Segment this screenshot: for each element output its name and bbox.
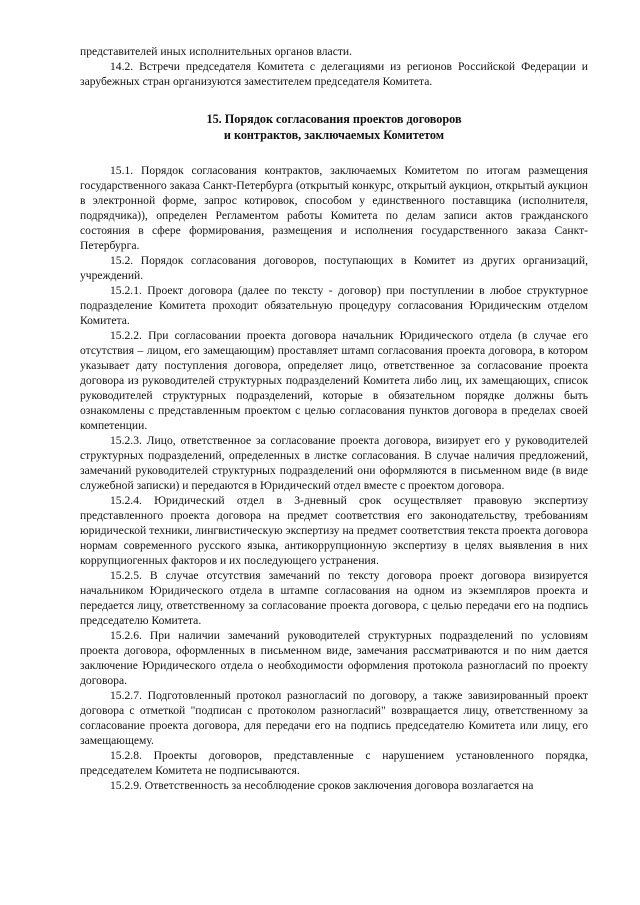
paragraph-15-2-3: 15.2.3. Лицо, ответственное за согласование проекта договора, визирует его у руководителей структурных подразделений, определенных в листке согласования. В случае наличия предложений, замечаний руководителей структурных подразделений они оформляются в письменном виде (в виде служебной записки) и передаются в Юридический отдел вместе с проектом договора. <box>80 434 588 492</box>
paragraph-15-2-2: 15.2.2. При согласовании проекта договора начальник Юридического отдела (в случае его отсутствия – лицом, его замещающим) проставляет штамп согласования проекта договора, в котором указывает дату поступления договора, определяет лицо, ответственное за согласование проекта договора из руководителей структурных подразделений Комитета либо лиц, их замещающих, список руководителей структурных подразделений, которые в обязательном порядке должны быть ознакомлены с представленным проектом с целью согласования пунктов договора в пределах своей компетенции. <box>80 329 588 432</box>
paragraph-15-2-4: 15.2.4. Юридический отдел в 3-дневный срок осуществляет правовую экспертизу представленного проекта договора на предмет соответствия его законодательству, требованиям юридической техники, лингвистическую экспертизу на предмет соответствия текста проекта договора нормам современного русского языка, антикоррупционную экспертизу в целях выявления в них коррупциогенных факторов и их последующего устранения. <box>80 494 588 567</box>
paragraph-15-2-1: 15.2.1. Проект договора (далее по тексту - договор) при поступлении в любое структурное подразделение Комитета проходит обязательную процедуру согласования Юридическим отделом Комитета. <box>80 284 588 327</box>
item-14-2: 14.2. Встречи председателя Комитета с делегациями из регионов Российской Федерации и зарубежных стран организуются заместителем председателя Комитета. <box>80 60 588 88</box>
paragraph-15-2: 15.2. Порядок согласования договоров, поступающих в Комитет из других организаций, учреждений. <box>80 254 588 282</box>
section-heading <box>80 111 588 143</box>
spacer <box>80 143 588 163</box>
spacer <box>80 89 588 111</box>
paragraph-15-2-5: 15.2.5. В случае отсутствия замечаний по тексту договора проект договора визируется начальником Юридического отдела в штампе согласования на одном из экземпляров проекта и передается лицу, ответственному за согласование проекта договора, с целью передачи его на подпись председателю Комитета. <box>80 569 588 627</box>
paragraph-15-2-6: 15.2.6. При наличии замечаний руководителей структурных подразделений по условиям проекта договора, оформленных в письменном виде, замечания рассматриваются и по ним дается заключение Юридического отдела о необходимости оформления протокола разногласий по проекту договора. <box>80 629 588 687</box>
paragraph-15-2-7: 15.2.7. Подготовленный протокол разногласий по договору, а также завизированный проект договора с отметкой "подписан с протоколом разногласий" возвращается лицу, ответственному за согласование проекта договора, для передачи его на подпись председателю Комитета или лицу, его замещающему. <box>80 689 588 747</box>
paragraph-15-2-9: 15.2.9. Ответственность за несоблюдение сроков заключения договора возлагается на <box>110 779 534 792</box>
paragraph-15-2-8: 15.2.8. Проекты договоров, представленные с нарушением установленного порядка, председателем Комитета не подписываются. <box>80 749 588 777</box>
section-heading-line-2: и контрактов, заключаемых Комитетом <box>223 128 445 142</box>
intro-continuation: представителей иных исполнительных органов власти. <box>80 45 353 58</box>
paragraph-15-1: 15.1. Порядок согласования контрактов, заключаемых Комитетом по итогам размещения государственного заказа Санкт-Петербурга (открытый конкурс, открытый аукцион, открытый аукцион в электронной форме, запрос котировок, способом у единственного поставщика (исполнителя, подрядчика)), определен Регламентом работы Комитета по делам записи актов гражданского состояния в сфере формирования, размещения и исполнения государственного заказа Санкт-Петербурга. <box>80 164 588 252</box>
section-heading-line-1: 15. Порядок согласования проектов договоров <box>206 112 462 126</box>
